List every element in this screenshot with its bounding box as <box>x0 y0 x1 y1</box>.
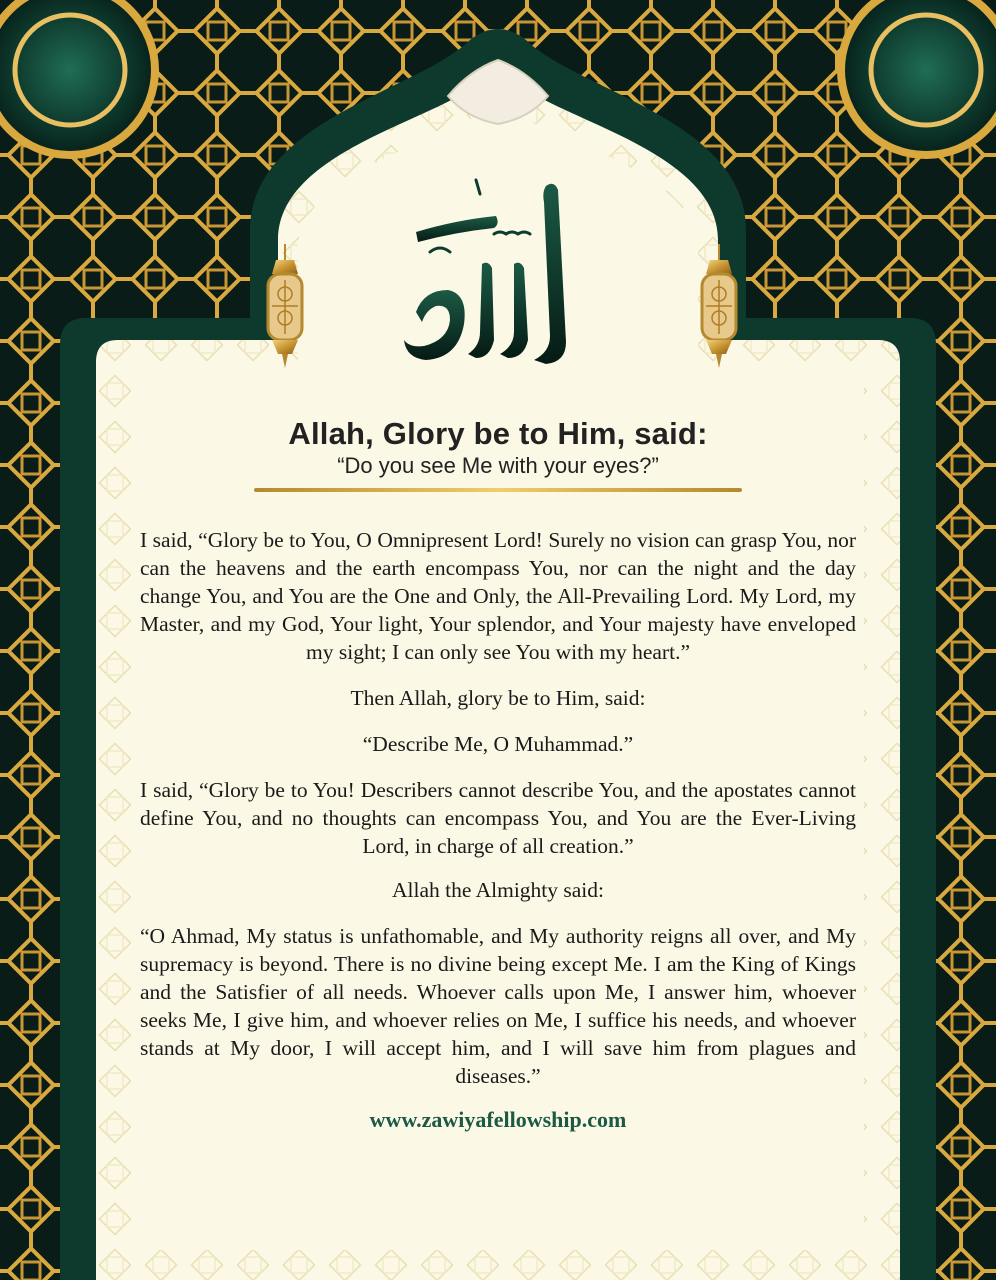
paragraph-ahmad: “O Ahmad, My status is unfathomable, and My authority reigns all over, and My supremacy is beyond. There is no divine being except Me. I am the King of Kings and the Satisfier of all needs. Whoever calls upon Me, I answer him, whoever seeks Me, I give him, and whoever relies on Me, I suffice his needs, and whoever stands at My door, I will accept him, and I will save him from plagues and diseases.” <box>140 924 856 1088</box>
allah-calligraphy-icon <box>396 172 582 372</box>
main-content <box>140 416 856 1156</box>
paragraph-vision: I said, “Glory be to You, O Omnipresent Lord! Surely no vision can grasp You, nor can the heavens and the earth encompass You, nor can the night and the day change You, and You are the One and Only, the All-Prevailing Lord. My Lord, my Master, and my God, Your light, Your splendor, and Your majesty have enveloped my sight; I can only see You with my heart.” <box>140 528 856 664</box>
lantern-left-icon <box>262 244 308 370</box>
paragraph-describe: “Describe Me, O Muhammad.” <box>362 732 634 756</box>
website-link[interactable]: www.zawiyafellowship.com <box>369 1107 627 1132</box>
paragraph-allah-said: Then Allah, glory be to Him, said: <box>350 686 646 710</box>
lantern-right-icon <box>696 244 742 370</box>
page-title: Allah, Glory be to Him, said: <box>288 416 708 451</box>
paragraph-almighty-said: Allah the Almighty said: <box>392 878 604 902</box>
paragraph-describers: I said, “Glory be to You! Describers cannot describe You, and the apostates cannot define You, and no thoughts can encompass You, and You are the Ever-Living Lord, in charge of all creation.” <box>140 778 856 858</box>
title-divider <box>254 488 742 492</box>
page-subtitle: “Do you see Me with your eyes?” <box>337 453 659 478</box>
